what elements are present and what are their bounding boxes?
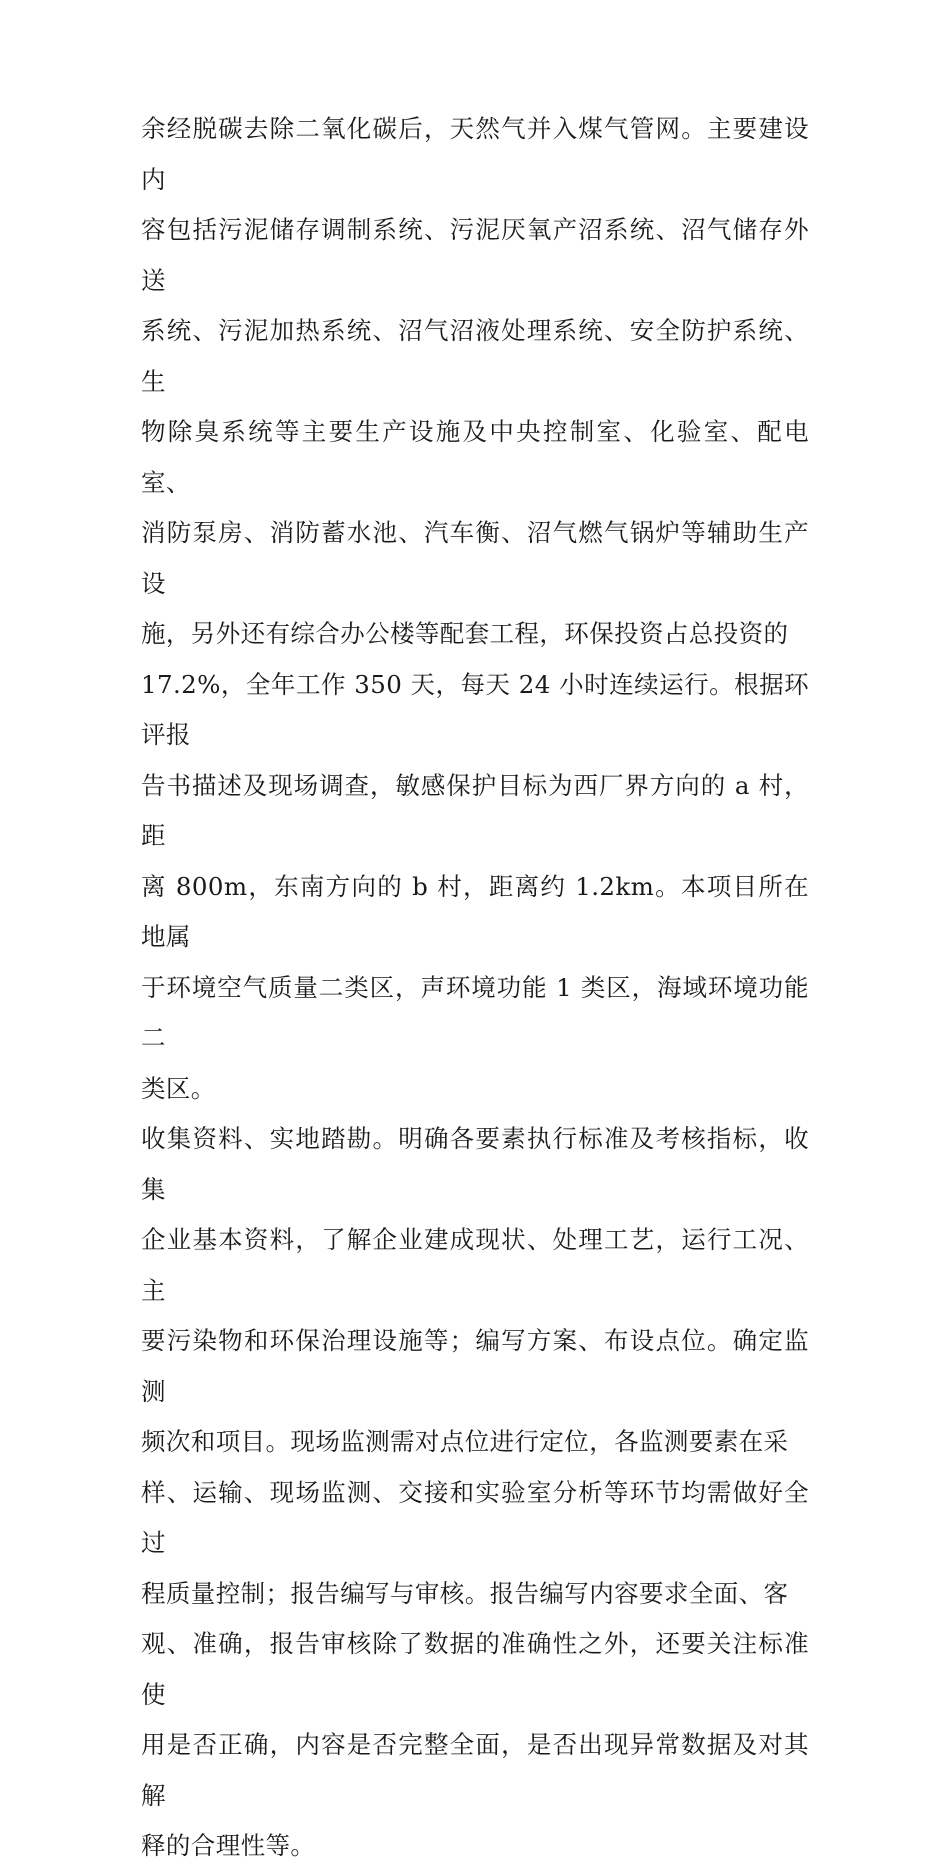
text-line: 频次和项目。现场监测需对点位进行定位，各监测要素在采 xyxy=(141,1427,789,1456)
text-line: 企业基本资料，了解企业建成现状、处理工艺，运行工况、主 xyxy=(141,1225,809,1305)
text-line: 收集资料、实地踏勘。明确各要素执行标准及考核指标，收集 xyxy=(141,1124,809,1204)
text-line: 样、运输、现场监测、交接和实验室分析等环节均需做好全过 xyxy=(141,1477,809,1557)
paragraph-1 xyxy=(141,104,809,1114)
text-line: 离 800m，东南方向的 b 村，距离约 1.2km。本项目所在地属 xyxy=(141,871,809,951)
text-line: 容包括污泥储存调制系统、污泥厌氧产沼系统、沼气储存外送 xyxy=(141,215,809,295)
text-line: 告书描述及现场调查，敏感保护目标为西厂界方向的 a 村，距 xyxy=(141,770,809,850)
text-line: 施，另外还有综合办公楼等配套工程，环保投资占总投资的 xyxy=(141,619,789,648)
text-line: 类区。 xyxy=(141,1073,216,1103)
document-body xyxy=(141,104,809,1872)
text-line: 系统、污泥加热系统、沼气沼液处理系统、安全防护系统、生 xyxy=(141,316,809,396)
text-line: 消防泵房、消防蓄水池、汽车衡、沼气燃气锅炉等辅助生产设 xyxy=(141,518,809,598)
text-line: 物除臭系统等主要生产设施及中央控制室、化验室、配电室、 xyxy=(141,417,809,497)
paragraph-2 xyxy=(141,1114,809,1872)
text-line: 程质量控制；报告编写与审核。报告编写内容要求全面、客 xyxy=(141,1578,789,1608)
text-line: 17.2%，全年工作 350 天，每天 24 小时连续运行。根据环评报 xyxy=(141,669,809,749)
text-line: 用是否正确，内容是否完整全面，是否出现异常数据及对其解 xyxy=(141,1730,809,1810)
text-line: 要污染物和环保治理设施等；编写方案、布设点位。确定监测 xyxy=(141,1326,809,1406)
text-line: 释的合理性等。 xyxy=(141,1831,316,1860)
text-line: 观、准确，报告审核除了数据的准确性之外，还要关注标准使 xyxy=(141,1629,809,1709)
text-line: 于环境空气质量二类区，声环境功能 1 类区，海域环境功能二 xyxy=(141,972,809,1052)
text-line: 余经脱碳去除二氧化碳后，天然气并入煤气管网。主要建设内 xyxy=(141,114,809,194)
